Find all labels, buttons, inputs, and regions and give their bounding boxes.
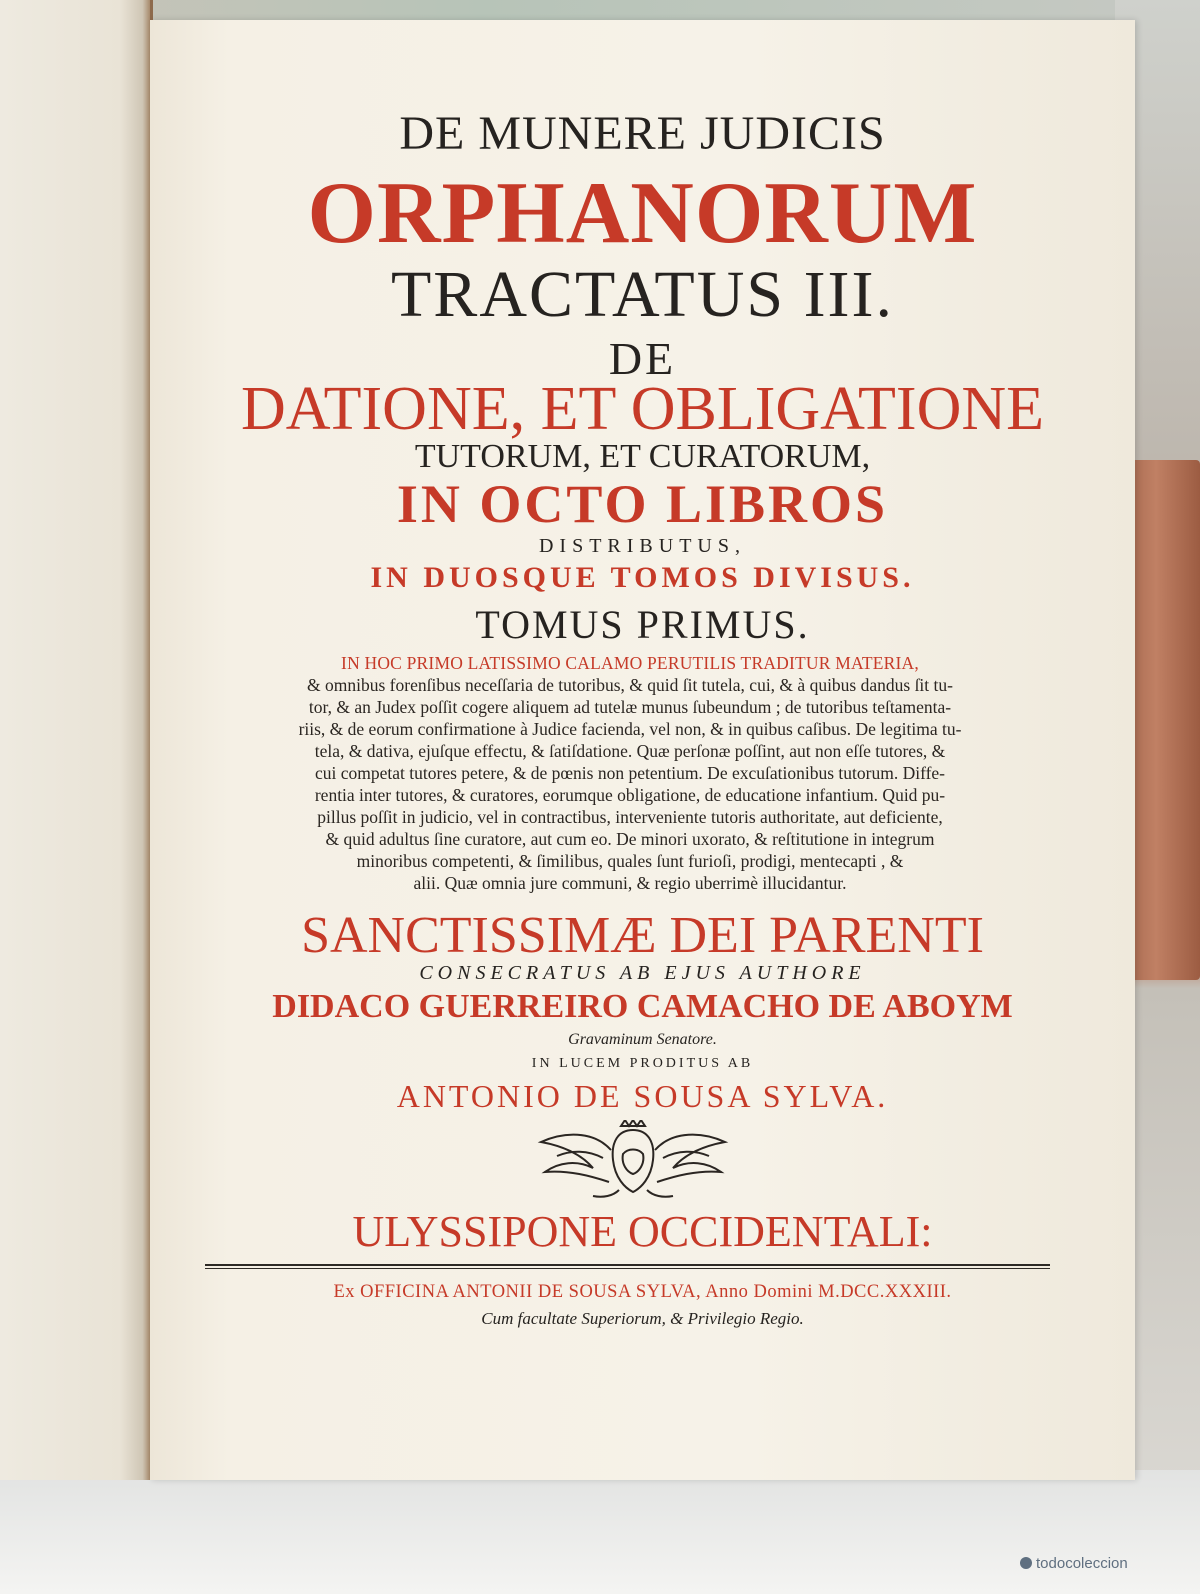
place-line: ULYSSIPONE OCCIDENTALI: [352,1207,933,1256]
watermark [1020,1555,1128,1572]
summary-line: tela, & dativa, ejuſque effectu, & ſatiſdatione. Quæ perſonæ poſſint, aut non eſſe tutores, & [314,741,946,761]
imprint-line: Ex OFFICINA ANTONII DE SOUSA SYLVA, Anno Domini M.DCC.XXXIII. [333,1282,952,1302]
consecratus-line: CONSECRATUS AB EJUS AUTHORE [419,962,866,984]
author-line: DIDACO GUERREIRO CAMACHO DE ABOYM [272,988,1013,1025]
summary-line: alii. Quæ omnia jure communi, & regio uberrimè illucidantur. [413,873,847,893]
title-line-orphanorum: ORPHANORUM [307,165,978,262]
in-lucem-line: IN LUCEM PRODITUS AB [531,1056,754,1071]
summary-line: rentia inter tutores, & curatores, eorumque obligatione, de educatione infantium. Quid pu- [314,785,946,805]
summary-paragraph [200,652,1060,894]
imprint-rule [205,1264,1050,1266]
coat-of-arms-ornament-icon [533,1120,733,1200]
author-title-line: Gravaminum Senatore. [568,1031,717,1048]
title-line-tractatus: TRACTATUS III. [390,258,895,331]
watermark-logo-icon [1020,1557,1032,1569]
summary-line: riis, & de eorum confirmatione à Judice facienda, vel non, & in quibus caſibus. De legitima tu- [298,719,962,739]
summary-line: tor, & an Judex poſſit cogere aliquem ad tutelæ munus ſubeundum ; de tutoribus teſtamenta- [308,697,952,717]
watermark-text: todocoleccion [1036,1555,1128,1572]
title-line-de-munere: DE MUNERE JUDICIS [399,107,886,160]
summary-line: cui competat tutores petere, & de pœnis non petentium. De excuſationibus tutorum. Diffe- [315,763,945,783]
summary-line: & omnibus forenſibus neceſſaria de tutoribus, & quid ſit tutela, cui, & à quibus dandus ſit tu- [307,675,953,695]
imprint-rule-thin [205,1268,1050,1269]
summary-line: IN HOC PRIMO LATISSIMO CALAMO PERUTILIS TRADITUR MATERIA, [341,653,919,673]
editor-line: ANTONIO DE SOUSA SYLVA. [396,1078,889,1114]
title-line-de: DE [608,333,677,384]
title-line-distributus: DISTRIBUTUS, [538,535,746,557]
title-line-in-octo-libros: IN OCTO LIBROS [396,474,889,534]
title-line-tomus-primus: TOMUS PRIMUS. [475,602,810,647]
license-line: Cum facultate Superiorum, & Privilegio Regio. [481,1309,804,1328]
dedication-line: SANCTISSIMÆ DEI PARENTI [301,907,984,964]
title-line-duosque-tomos: IN DUOSQUE TOMOS DIVISUS. [370,561,915,594]
summary-line: minoribus competenti, & ſimilibus, quales ſunt furioſi, prodigi, mentecapti , & [356,851,904,871]
title-line-datione: DATIONE, ET OBLIGATIONE [240,375,1044,443]
summary-line: & quid adultus ſine curatore, aut cum eo. De minori uxorato, & reſtitutione in integrum [325,829,935,849]
table-surface [0,1470,1200,1594]
summary-line: pillus poſſit in judicio, vel in contractibus, interveniente tutoris authoritate, aut deficiente, [317,807,943,827]
title-line-tutorum: TUTORUM, ET CURATORUM, [414,438,871,475]
